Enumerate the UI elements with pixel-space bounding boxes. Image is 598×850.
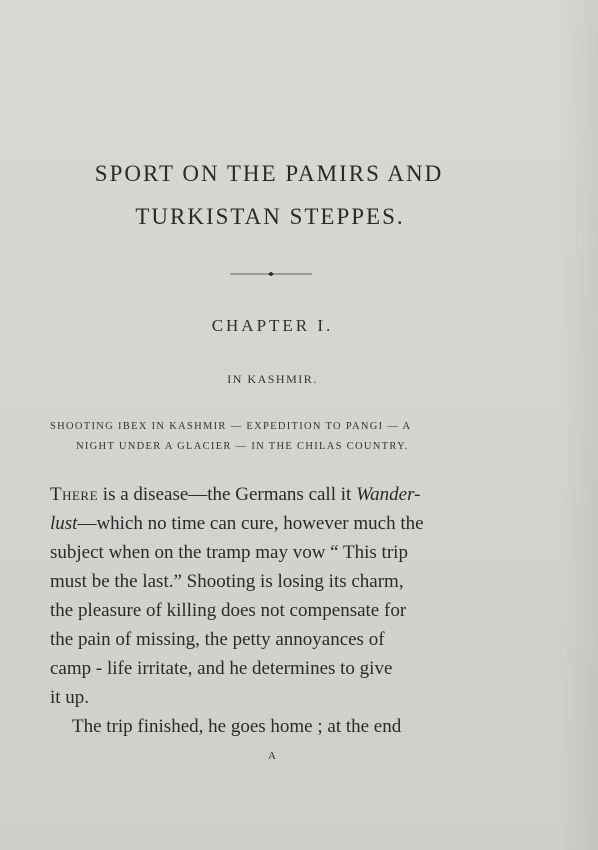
chapter-heading: CHAPTER I. (211, 316, 334, 335)
book-title-line-2: TURKISTAN STEPPES. (135, 204, 405, 229)
italic-word: Wander- (356, 484, 421, 505)
chapter-subheading: IN KASHMIR. (227, 372, 318, 386)
chapter-synopsis-line-1: SHOOTING IBEX IN KASHMIR — EXPEDITION TO PANGI — A (50, 421, 412, 432)
italic-word: lust (50, 513, 78, 534)
body-text-line-3: subject when on the tramp may vow “ This trip (50, 542, 408, 563)
title-ornament-rule (230, 271, 312, 277)
chapter-synopsis-line-2: NIGHT UNDER A GLACIER — IN THE CHILAS COUNTRY. (76, 441, 409, 452)
opening-small-caps: There (50, 484, 99, 505)
body-text-line-2 (50, 511, 424, 537)
body-text-line-1 (50, 482, 420, 508)
body-text-line-8: it up. (50, 687, 90, 708)
page-edge-shadow (558, 0, 598, 850)
body-text-line-4: must be the last.” Shooting is losing its charm, (50, 571, 404, 592)
body-text-line-5: the pleasure of killing does not compensate for (50, 600, 407, 621)
body-text-line-9: The trip finished, he goes home ; at the end (72, 716, 402, 737)
body-text-line-6: the pain of missing, the petty annoyances of (50, 629, 385, 650)
body-text: —which no time can cure, however much the (77, 513, 424, 534)
book-title-line-1: SPORT ON THE PAMIRS AND (94, 161, 444, 186)
signature-mark: A (268, 750, 277, 762)
body-text: is a disease—the Germans call it (98, 484, 357, 505)
body-text-line-7: camp - life irritate, and he determines to give (50, 658, 393, 679)
